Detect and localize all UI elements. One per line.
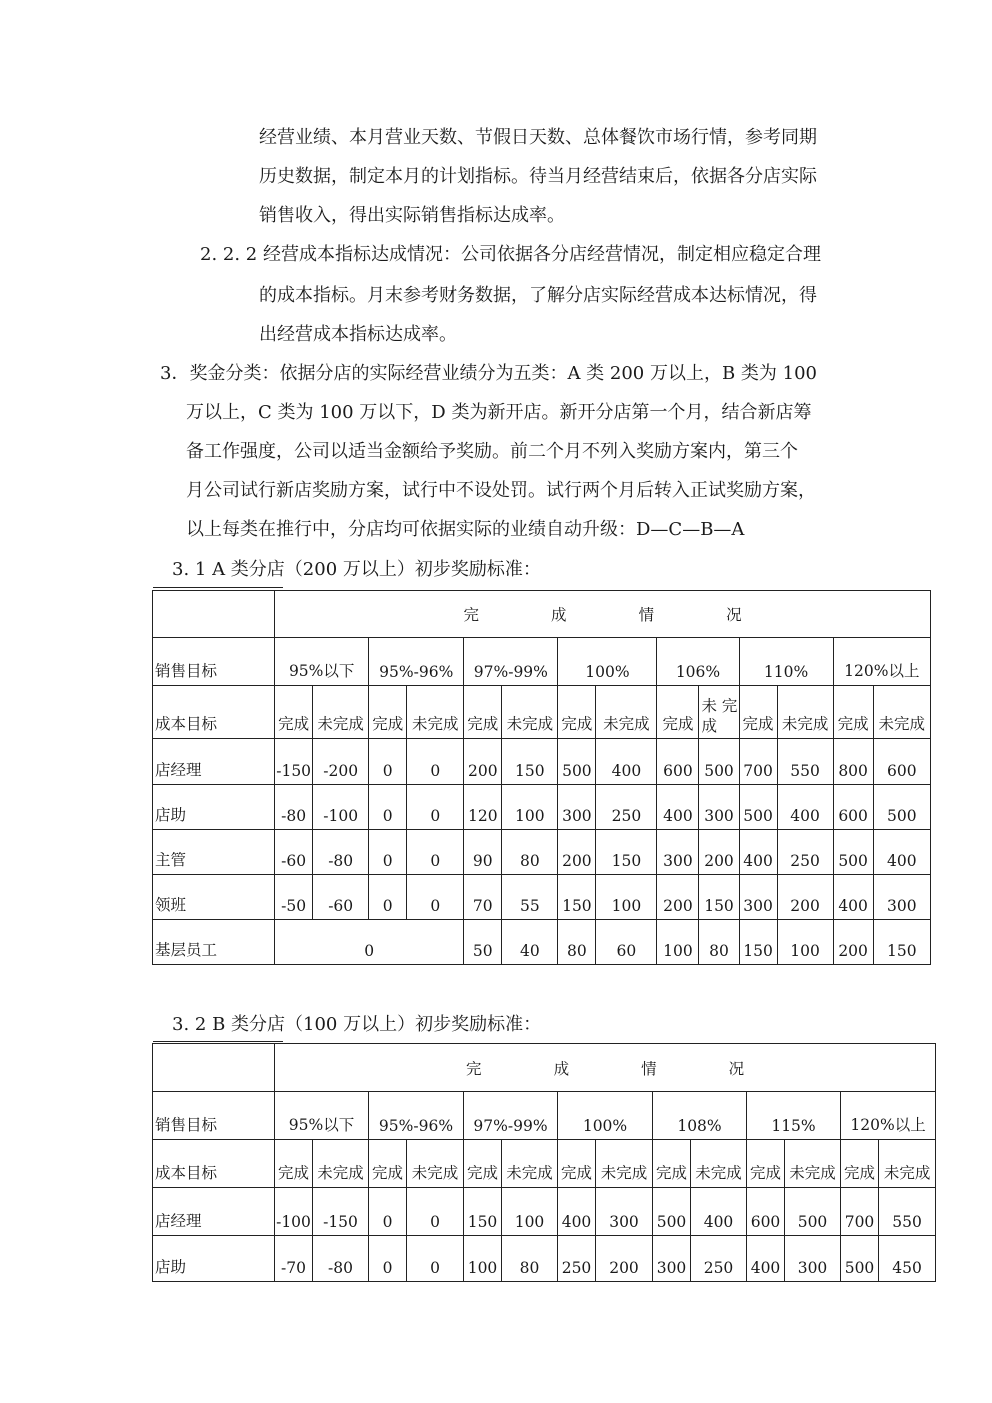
sales-target: 106%	[657, 638, 739, 686]
paragraph-line: 备工作强度，公司以适当金额给予奖励。前二个月不列入奖励方案内，第三个	[186, 441, 798, 462]
table-b-caption: 3. 2 B 类分店（100 万以上）初步奖励标准：	[172, 1014, 542, 1035]
table-cell: 500	[699, 739, 739, 785]
paragraph-line: 月公司试行新店奖励方案，试行中不设处罚。试行两个月后转入正试奖励方案，	[186, 480, 816, 501]
sales-target: 100%	[558, 1092, 653, 1140]
table-cell: 100	[596, 875, 657, 920]
cost-header: 未完成	[596, 1140, 653, 1188]
table-cell: 300	[699, 785, 739, 830]
table-cell: 300	[657, 830, 699, 875]
header-char: 成	[551, 606, 567, 624]
table-row	[153, 875, 931, 920]
table-cell: 90	[464, 830, 502, 875]
sales-target: 97%-99%	[464, 638, 558, 686]
header-char: 况	[728, 1059, 745, 1078]
table-cell: 500	[653, 1188, 691, 1236]
row-label: 店经理	[153, 1188, 275, 1236]
cost-header: 未完成	[313, 686, 369, 739]
sales-target: 108%	[653, 1092, 747, 1140]
table-cell: 0	[407, 1236, 464, 1282]
paragraph-line: 经营业绩、本月营业天数、节假日天数、总体餐饮市场行情，参考同期	[259, 127, 817, 148]
table-row	[153, 739, 931, 785]
table-row	[153, 1188, 936, 1236]
table-cell: 400	[657, 785, 699, 830]
corner-cell	[153, 591, 275, 638]
cost-header: 未完成	[777, 686, 833, 739]
table-cell: 0	[407, 830, 464, 875]
table-cell: 200	[777, 875, 833, 920]
table-b-top-rule	[153, 1041, 283, 1042]
cost-header: 完成	[558, 686, 596, 739]
table-cell: 100	[464, 1236, 502, 1282]
table-cell: 0	[369, 875, 407, 920]
table-cell: -100	[275, 1188, 313, 1236]
sales-target: 115%	[747, 1092, 841, 1140]
table-cell: 80	[502, 1236, 558, 1282]
table-cell: 80	[699, 920, 739, 965]
table-a	[152, 590, 931, 965]
table-cell: 150	[873, 920, 930, 965]
table-cell: 200	[699, 830, 739, 875]
table-cell: 100	[657, 920, 699, 965]
paragraph-line: 的成本指标。月末参考财务数据，了解分店实际经营成本达标情况，得	[259, 285, 817, 306]
table-cell: 300	[596, 1188, 653, 1236]
table-cell: 700	[841, 1188, 879, 1236]
cost-header: 完成	[464, 1140, 502, 1188]
cost-header: 未 完 成	[699, 686, 739, 739]
row-label: 基层员工	[153, 920, 275, 965]
cost-header: 未完成	[785, 1140, 841, 1188]
cost-header: 未完成	[407, 686, 464, 739]
cost-header: 完成	[653, 1140, 691, 1188]
cost-header: 完成	[464, 686, 502, 739]
table-cell: -50	[275, 875, 313, 920]
table-cell: 550	[879, 1188, 936, 1236]
table-cell: 300	[653, 1236, 691, 1282]
table-cell: 0	[369, 739, 407, 785]
table-cell: 550	[777, 739, 833, 785]
paragraph-line: 万以上，C 类为 100 万以下，D 类为新开店。新开分店第一个月，结合新店筹	[186, 402, 812, 423]
section-2-2-2-heading: 2. 2. 2 经营成本指标达成情况：公司依据各分店经营情况，制定相应稳定合理	[200, 244, 821, 265]
table-cell: -150	[275, 739, 313, 785]
cost-header: 完成	[833, 686, 873, 739]
cost-header: 完成	[275, 686, 313, 739]
table-cell: 250	[777, 830, 833, 875]
table-row	[153, 830, 931, 875]
table-cell: 80	[558, 920, 596, 965]
table-cell: 800	[833, 739, 873, 785]
table-cell: 150	[502, 739, 558, 785]
row-label: 店经理	[153, 739, 275, 785]
row-label: 店助	[153, 785, 275, 830]
table-cell: 0	[369, 785, 407, 830]
table-cell: 400	[777, 785, 833, 830]
section-3-heading: 3．奖金分类：依据分店的实际经营业绩分为五类：A 类 200 万以上，B 类为 100	[160, 363, 817, 384]
header-char: 完	[466, 1059, 482, 1078]
table-cell: -150	[313, 1188, 369, 1236]
table-cell: 150	[699, 875, 739, 920]
table-cell: 100	[502, 1188, 558, 1236]
table-cell: 200	[657, 875, 699, 920]
row-label: 店助	[153, 1236, 275, 1282]
table-cell: 50	[464, 920, 502, 965]
cost-target-label: 成本目标	[153, 1140, 275, 1188]
table-cell: 600	[657, 739, 699, 785]
table-cell: 400	[833, 875, 873, 920]
table-cell: 200	[596, 1236, 653, 1282]
table-cell: 250	[691, 1236, 747, 1282]
table-cell: 250	[558, 1236, 596, 1282]
sales-target: 97%-99%	[464, 1092, 558, 1140]
table-cell: 600	[833, 785, 873, 830]
table-cell: 80	[502, 830, 558, 875]
paragraph-line: 销售收入，得出实际销售指标达成率。	[259, 205, 565, 226]
table-cell: -80	[275, 785, 313, 830]
cost-header: 未完成	[502, 1140, 558, 1188]
table-cell: 400	[747, 1236, 785, 1282]
table-cell: -60	[275, 830, 313, 875]
table-cell: -60	[313, 875, 369, 920]
table-cell: 300	[785, 1236, 841, 1282]
paragraph-line: 以上每类在推行中，分店均可依据实际的业绩自动升级：D—C—B—A	[186, 519, 745, 540]
table-cell: 120	[464, 785, 502, 830]
cost-header: 完成	[841, 1140, 879, 1188]
table-row	[153, 785, 931, 830]
table-row	[153, 1236, 936, 1282]
table-cell: 400	[873, 830, 930, 875]
header-char: 况	[726, 606, 742, 624]
completion-header	[275, 591, 931, 638]
table-row	[153, 920, 931, 965]
corner-cell	[153, 1044, 275, 1092]
table-cell: 100	[502, 785, 558, 830]
table-cell: -100	[313, 785, 369, 830]
table-cell: 300	[873, 875, 930, 920]
cost-header: 完成	[657, 686, 699, 739]
table-cell: -80	[313, 1236, 369, 1282]
cost-header: 完成	[369, 1140, 407, 1188]
table-cell: 500	[739, 785, 777, 830]
sales-target: 95%-96%	[369, 1092, 464, 1140]
table-cell: 0	[407, 875, 464, 920]
table-cell: 0	[407, 1188, 464, 1236]
table-cell: 300	[558, 785, 596, 830]
table-cell: 200	[464, 739, 502, 785]
cost-header: 未完成	[502, 686, 558, 739]
table-cell: 450	[879, 1236, 936, 1282]
table-b	[152, 1043, 936, 1282]
table-cell: 0	[407, 739, 464, 785]
sales-target-label: 销售目标	[153, 638, 275, 686]
header-char: 情	[641, 1059, 657, 1078]
header-char: 成	[553, 1059, 570, 1078]
table-cell: 400	[691, 1188, 747, 1236]
sales-target: 95%以下	[275, 1092, 369, 1140]
table-cell: 40	[502, 920, 558, 965]
cost-header: 完成	[739, 686, 777, 739]
table-cell: 200	[833, 920, 873, 965]
header-char: 完	[463, 606, 480, 624]
sales-target: 95%-96%	[369, 638, 464, 686]
table-cell: 0	[369, 1236, 407, 1282]
table-cell: 500	[873, 785, 930, 830]
sales-target: 95%以下	[275, 638, 369, 686]
cost-header: 未完成	[596, 686, 657, 739]
paragraph-line: 出经营成本指标达成率。	[259, 324, 457, 345]
cost-header: 完成	[747, 1140, 785, 1188]
table-cell: 150	[739, 920, 777, 965]
cost-header: 完成	[369, 686, 407, 739]
sales-target-label: 销售目标	[153, 1092, 275, 1140]
table-cell: 60	[596, 920, 657, 965]
table-cell: 400	[558, 1188, 596, 1236]
table-cell: 0	[369, 830, 407, 875]
cost-header: 未完成	[873, 686, 930, 739]
row-label: 领班	[153, 875, 275, 920]
table-cell: 150	[464, 1188, 502, 1236]
merged-cell: 0	[275, 920, 464, 965]
table-cell: 150	[558, 875, 596, 920]
table-cell: 700	[739, 739, 777, 785]
row-label: 主管	[153, 830, 275, 875]
cost-header: 未完成	[879, 1140, 936, 1188]
table-cell: 600	[747, 1188, 785, 1236]
table-cell: 400	[596, 739, 657, 785]
table-cell: -70	[275, 1236, 313, 1282]
table-cell: -80	[313, 830, 369, 875]
cost-target-label: 成本目标	[153, 686, 275, 739]
sales-target: 120%以上	[833, 638, 930, 686]
cost-header: 未完成	[407, 1140, 464, 1188]
table-cell: 300	[739, 875, 777, 920]
table-cell: 100	[777, 920, 833, 965]
table-cell: 250	[596, 785, 657, 830]
completion-header	[275, 1044, 936, 1092]
table-a-top-rule	[153, 587, 283, 588]
cost-header: 未完成	[313, 1140, 369, 1188]
table-cell: 500	[833, 830, 873, 875]
table-cell: 70	[464, 875, 502, 920]
sales-target: 100%	[558, 638, 657, 686]
sales-target: 110%	[739, 638, 833, 686]
table-cell: 150	[596, 830, 657, 875]
cost-header: 完成	[275, 1140, 313, 1188]
table-cell: 500	[558, 739, 596, 785]
cost-header: 未完成	[691, 1140, 747, 1188]
paragraph-line: 历史数据，制定本月的计划指标。待当月经营结束后，依据各分店实际	[259, 166, 817, 187]
sales-target: 120%以上	[841, 1092, 936, 1140]
table-cell: 0	[407, 785, 464, 830]
table-cell: -200	[313, 739, 369, 785]
cost-header: 完成	[558, 1140, 596, 1188]
table-cell: 55	[502, 875, 558, 920]
header-char: 情	[638, 606, 655, 624]
table-cell: 200	[558, 830, 596, 875]
table-cell: 400	[739, 830, 777, 875]
table-cell: 600	[873, 739, 930, 785]
table-cell: 0	[369, 1188, 407, 1236]
table-a-caption: 3. 1 A 类分店（200 万以上）初步奖励标准：	[172, 559, 541, 580]
table-cell: 500	[841, 1236, 879, 1282]
table-cell: 500	[785, 1188, 841, 1236]
